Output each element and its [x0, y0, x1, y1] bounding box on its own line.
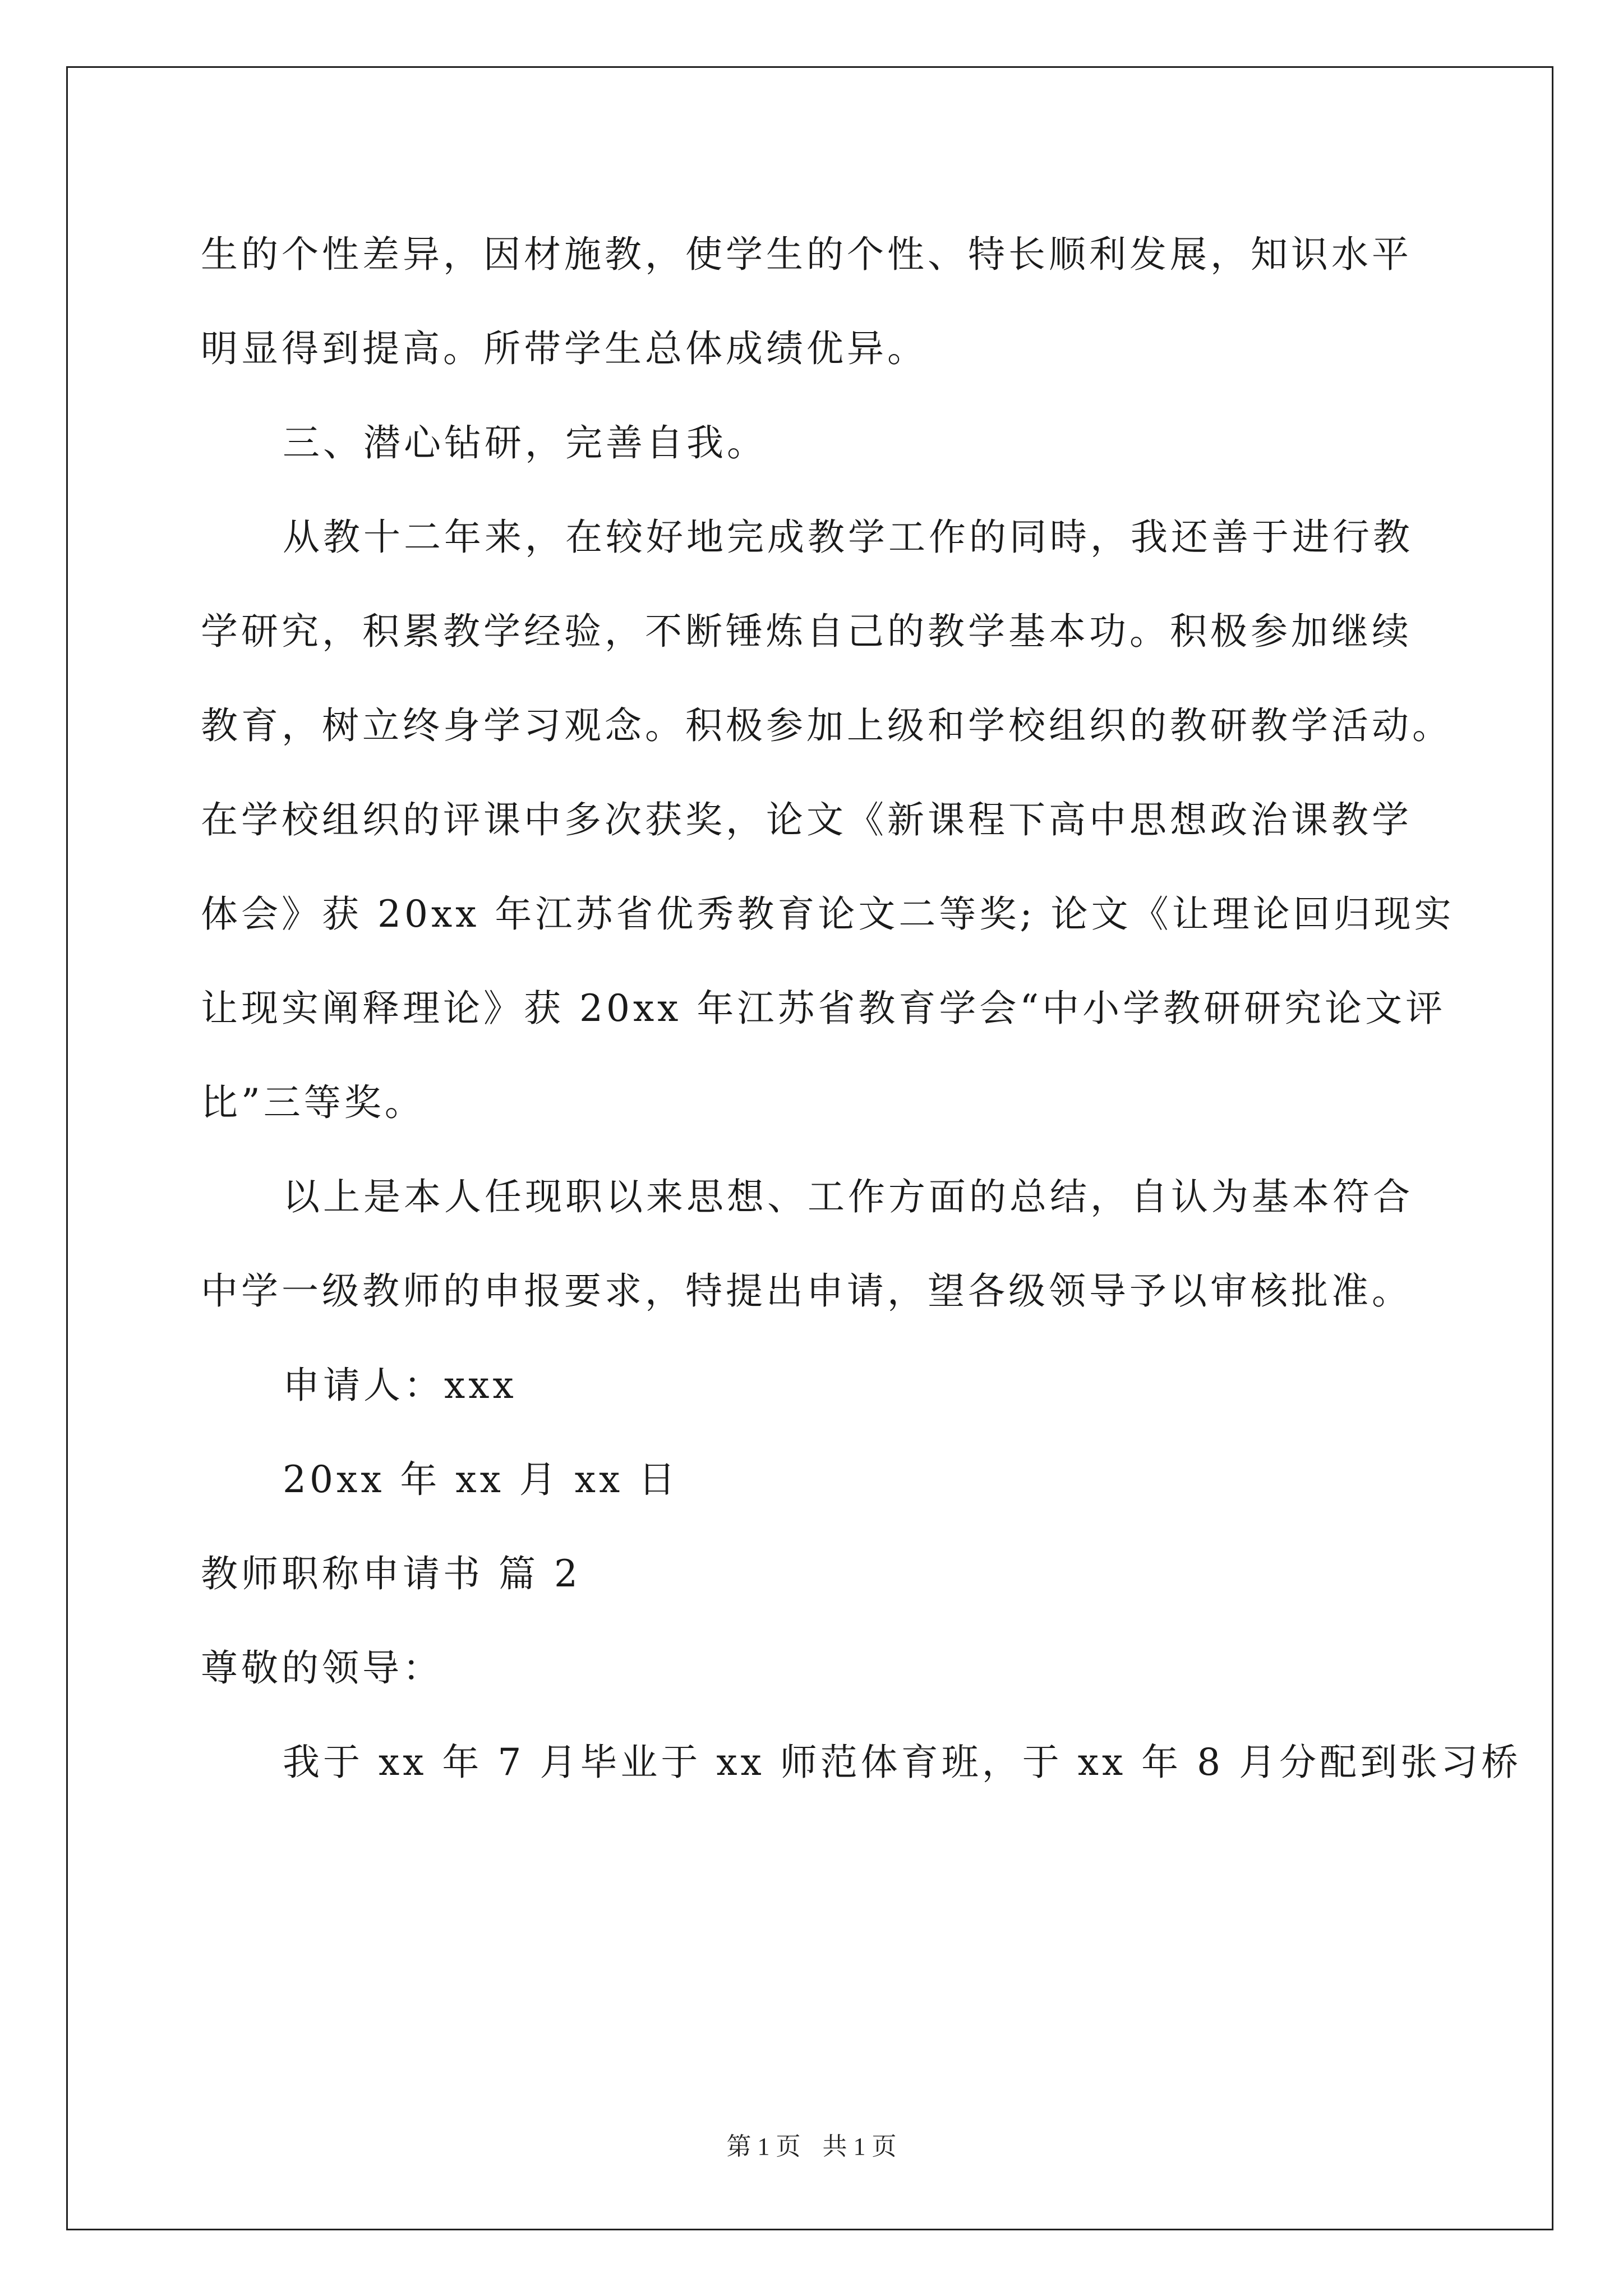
text-line: 比”三等奖。 — [201, 1081, 425, 1124]
salutation: 尊敬的领导： — [201, 1646, 443, 1690]
applicant-line: 申请人：xxx — [283, 1364, 517, 1407]
page-footer — [0, 2126, 1623, 2162]
text-line: 教育，树立终身学习观念。积极参加上级和学校组织的教研教学活动。 — [201, 704, 1453, 747]
text-line: 从教十二年来，在较好地完成教学工作的同時，我还善于进行教 — [283, 516, 1413, 559]
document-title: 教师职称申请书 篇 2 — [201, 1552, 581, 1595]
text-line: 我于 xx 年 7 月毕业于 xx 师范体育班，于 xx 年 8 月分配到张习桥 — [283, 1741, 1522, 1784]
date-line: 20xx 年 xx 月 xx 日 — [283, 1458, 679, 1501]
text-line: 让现实阐释理论》获 20xx 年江苏省教育学会“中小学教研研究论文评 — [201, 987, 1446, 1030]
section-heading: 三、潜心钻研，完善自我。 — [283, 421, 767, 464]
text-line: 明显得到提高。所带学生总体成绩优异。 — [201, 327, 928, 370]
text-line: 中学一级教师的申报要求，特提出申请，望各级领导予以审核批准。 — [201, 1269, 1412, 1313]
text-line: 以上是本人任现职以来思想、工作方面的总结，自认为基本符合 — [283, 1175, 1413, 1218]
text-line: 在学校组织的评课中多次获奖，论文《新课程下高中思想政治课教学 — [201, 798, 1412, 841]
text-line: 体会》获 20xx 年江苏省优秀教育论文二等奖; 论文《让理论回归现实 — [201, 892, 1455, 936]
document-body — [201, 208, 1522, 1810]
text-line: 生的个性差异，因材施教，使学生的个性、特长顺利发展，知识水平 — [201, 233, 1412, 276]
page-total: 共 1 页 — [822, 2133, 897, 2160]
page-number: 第 1 页 — [726, 2133, 801, 2160]
text-line: 学研究，积累教学经验，不断锤炼自己的教学基本功。积极参加继续 — [201, 610, 1412, 653]
